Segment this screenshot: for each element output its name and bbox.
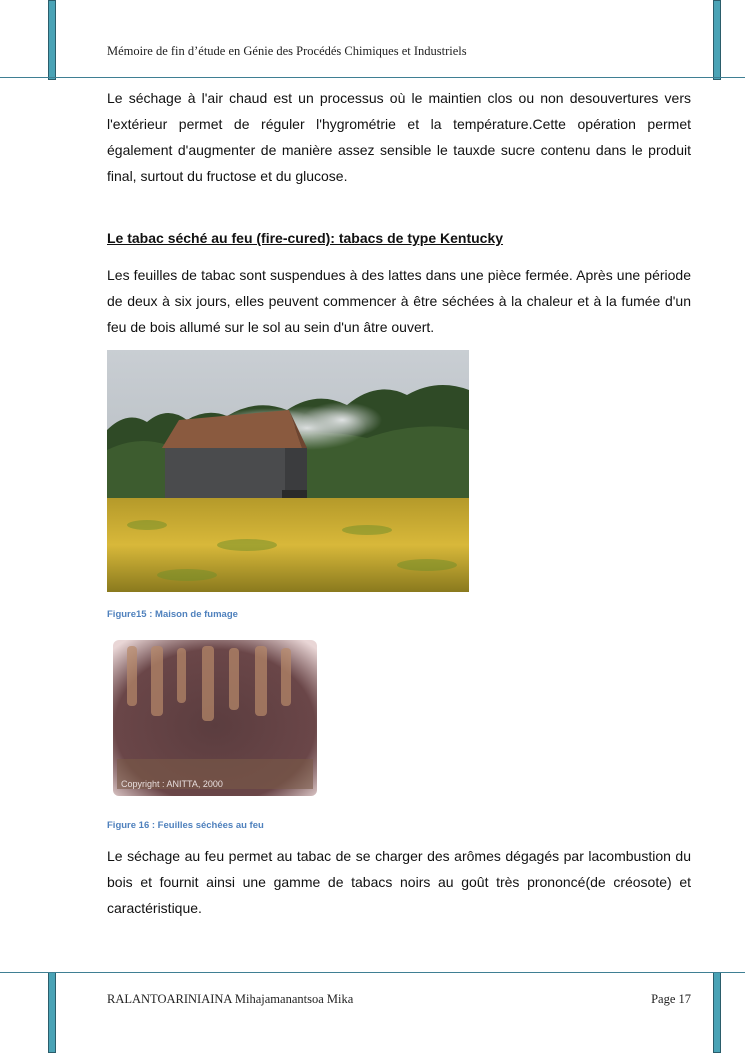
header-rule [0,77,745,78]
figure-smokehouse-image [107,350,469,592]
paragraph-hot-air-drying: Le séchage à l'air chaud est un processus où le maintien clos ou non desouvertures vers l'extérieur permet de réguler l'hygrométrie et la température.Cette opération permet également d'augmenter de manière assez sensible le tauxde sucre contenu dans le produit final, surtout du fructose et du glucose. [107,90,691,184]
section-heading-fire-cured: Le tabac séché au feu (fire-cured): tabacs de type Kentucky [107,230,504,246]
paragraph-fire-drying-aromas: Le séchage au feu permet au tabac de se charger des arômes dégagés par lacombustion du bois et fournit ainsi une gamme de tabacs noirs au goût très prononcé(de créosote) et caractéristique. [107,848,691,916]
paragraph-fire-cured-process: Les feuilles de tabac sont suspendues à des lattes dans une pièce fermée. Après une période de deux à six jours, elles peuvent commencer à être séchées à la chaleur et à la fumée d'un feu de bois allumé sur le sol au sein d'un âtre ouvert. [107,267,691,335]
figure16-watermark: Copyright : ANITTA, 2000 [121,779,223,789]
footer-left-bar [48,972,56,1053]
header-left-bar [48,0,56,80]
footer-rule [0,972,745,973]
figure16-caption: Figure 16 : Feuilles séchées au feu [107,820,264,831]
footer-page-number: Page 17 [651,992,691,1006]
footer-right-bar [713,972,721,1053]
figure15-caption: Figure15 : Maison de fumage [107,609,238,620]
figure-fire-dried-leaves-image [107,634,323,802]
header-right-bar [713,0,721,80]
footer-author: RALANTOARINIAINA Mihajamanantsoa Mika [107,992,354,1006]
header-title: Mémoire de fin d’étude en Génie des Procédés Chimiques et Industriels [107,44,467,58]
